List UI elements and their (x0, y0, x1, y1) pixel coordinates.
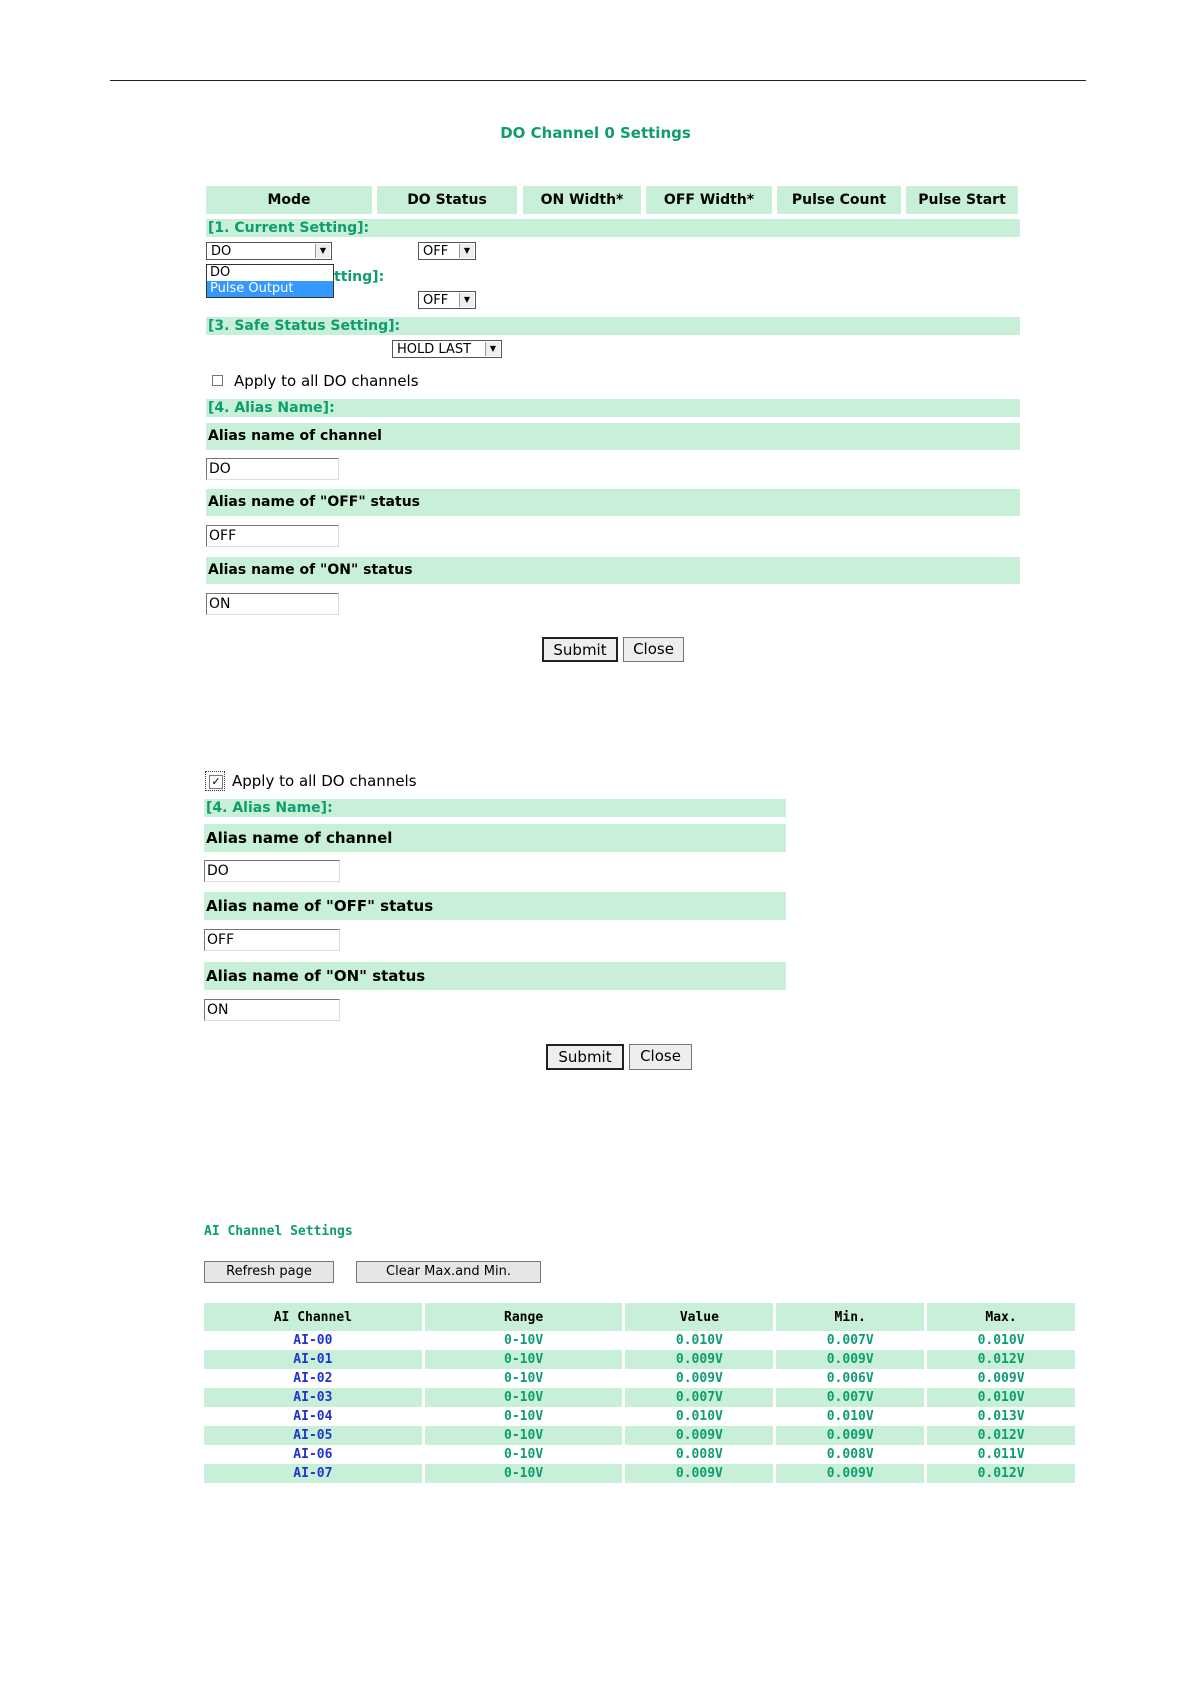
clear-max-min-button[interactable]: Clear Max.and Min. (356, 1261, 541, 1283)
status-select-current-value: OFF (423, 244, 449, 259)
alias-name-band-2: [4. Alias Name]: (204, 799, 786, 817)
alias-channel-input-2[interactable]: DO (204, 860, 340, 882)
ai-channel-link[interactable]: AI-00 (293, 1333, 333, 1348)
table-row (204, 1464, 1075, 1483)
ai-channel-link[interactable]: AI-06 (293, 1447, 333, 1462)
value-cell: 0.007V (625, 1388, 773, 1407)
column-header-off-width: OFF Width* (646, 186, 772, 214)
min-cell: 0.009V (776, 1350, 924, 1369)
column-header-max: Max. (927, 1303, 1075, 1331)
column-header-value: Value (625, 1303, 773, 1331)
refresh-page-button[interactable]: Refresh page (204, 1261, 334, 1283)
value-cell: 0.010V (675, 1333, 723, 1348)
min-cell: 0.007V (826, 1333, 874, 1348)
mode-option-pulse-output[interactable]: Pulse Output (207, 281, 333, 297)
min-cell: 0.006V (826, 1371, 874, 1386)
submit-button[interactable]: Submit (542, 637, 618, 662)
ai-channel-link[interactable]: AI-07 (204, 1464, 422, 1483)
alias-off-input-2[interactable]: OFF (204, 929, 340, 951)
value-cell: 0.009V (625, 1350, 773, 1369)
column-header-range: Range (425, 1303, 623, 1331)
alias-on-header-2: Alias name of "ON" status (204, 962, 786, 990)
safe-status-band: [3. Safe Status Setting]: (206, 317, 1020, 335)
table-header-row (204, 1303, 1075, 1331)
column-header-min: Min. (776, 1303, 924, 1331)
range-cell: 0-10V (425, 1388, 623, 1407)
min-cell: 0.008V (826, 1447, 874, 1462)
apply-all-label-2: Apply to all DO channels (232, 772, 417, 790)
value-cell: 0.008V (675, 1447, 723, 1462)
power-on-setting-label-partial: tting]: (334, 269, 385, 285)
alias-on-header: Alias name of "ON" status (206, 557, 1020, 584)
table-row (204, 1388, 1075, 1407)
ai-channel-link[interactable]: AI-01 (204, 1350, 422, 1369)
close-button[interactable]: Close (623, 637, 684, 662)
max-cell: 0.009V (977, 1371, 1025, 1386)
status-select-power-on[interactable] (418, 291, 476, 309)
column-header-pulse-count: Pulse Count (777, 186, 901, 214)
table-row (204, 1407, 1075, 1426)
checkmark-icon: ✓ (209, 775, 223, 789)
min-cell: 0.007V (776, 1388, 924, 1407)
column-header-ai-channel: AI Channel (204, 1303, 422, 1331)
max-cell: 0.010V (977, 1333, 1025, 1348)
alias-off-input[interactable]: OFF (206, 525, 339, 547)
range-cell: 0-10V (504, 1409, 544, 1424)
top-rule (110, 80, 1086, 81)
range-cell: 0-10V (504, 1447, 544, 1462)
ai-channel-table (201, 1303, 1078, 1483)
chevron-down-icon: ▼ (459, 293, 474, 307)
column-header-pulse-start: Pulse Start (906, 186, 1018, 214)
max-cell: 0.012V (927, 1464, 1075, 1483)
max-cell: 0.013V (977, 1409, 1025, 1424)
max-cell: 0.011V (977, 1447, 1025, 1462)
safe-status-select[interactable] (392, 340, 502, 358)
table-row (204, 1445, 1075, 1464)
chevron-down-icon: ▼ (315, 244, 330, 258)
close-button-2[interactable]: Close (629, 1044, 692, 1070)
alias-channel-header-2: Alias name of channel (204, 824, 786, 852)
alias-name-band: [4. Alias Name]: (206, 399, 1020, 417)
ai-channel-link[interactable]: AI-04 (293, 1409, 333, 1424)
range-cell: 0-10V (425, 1426, 623, 1445)
alias-on-input-2[interactable]: ON (204, 999, 340, 1021)
status-select-current[interactable] (418, 242, 476, 260)
alias-on-input[interactable]: ON (206, 593, 339, 615)
submit-button-2[interactable]: Submit (546, 1044, 624, 1070)
min-cell: 0.010V (826, 1409, 874, 1424)
apply-all-checkbox-2[interactable] (205, 771, 225, 791)
value-cell: 0.010V (675, 1409, 723, 1424)
apply-all-label: Apply to all DO channels (234, 372, 419, 390)
mode-dropdown-list[interactable] (206, 264, 334, 298)
range-cell: 0-10V (425, 1350, 623, 1369)
ai-channel-link[interactable]: AI-02 (293, 1371, 333, 1386)
range-cell: 0-10V (504, 1371, 544, 1386)
table-row (204, 1369, 1075, 1388)
value-cell: 0.009V (625, 1464, 773, 1483)
mode-select-value: DO (211, 244, 232, 259)
alias-channel-input[interactable]: DO (206, 458, 339, 480)
table-row (204, 1350, 1075, 1369)
alias-off-header-2: Alias name of "OFF" status (204, 892, 786, 920)
table-row (204, 1331, 1075, 1350)
ai-channel-link[interactable]: AI-05 (204, 1426, 422, 1445)
chevron-down-icon: ▼ (459, 244, 474, 258)
range-cell: 0-10V (425, 1464, 623, 1483)
do-settings-title: DO Channel 0 Settings (500, 124, 691, 142)
value-cell: 0.009V (675, 1371, 723, 1386)
max-cell: 0.012V (927, 1350, 1075, 1369)
ai-channel-link[interactable]: AI-03 (204, 1388, 422, 1407)
range-cell: 0-10V (504, 1333, 544, 1348)
value-cell: 0.009V (625, 1426, 773, 1445)
column-header-mode: Mode (206, 186, 372, 214)
apply-all-checkbox[interactable] (212, 375, 223, 386)
min-cell: 0.009V (776, 1464, 924, 1483)
chevron-down-icon: ▼ (485, 342, 500, 356)
column-header-on-width: ON Width* (523, 186, 641, 214)
status-select-power-on-value: OFF (423, 293, 449, 308)
min-cell: 0.009V (776, 1426, 924, 1445)
mode-select[interactable] (206, 242, 332, 260)
max-cell: 0.010V (927, 1388, 1075, 1407)
ai-settings-title: AI Channel Settings (204, 1224, 353, 1239)
table-row (204, 1426, 1075, 1445)
mode-option-do[interactable]: DO (210, 265, 231, 280)
alias-off-header: Alias name of "OFF" status (206, 489, 1020, 516)
current-setting-band: [1. Current Setting]: (206, 219, 1020, 237)
safe-status-select-value: HOLD LAST (397, 342, 472, 357)
max-cell: 0.012V (927, 1426, 1075, 1445)
column-header-do-status: DO Status (377, 186, 517, 214)
alias-channel-header: Alias name of channel (206, 423, 1020, 450)
